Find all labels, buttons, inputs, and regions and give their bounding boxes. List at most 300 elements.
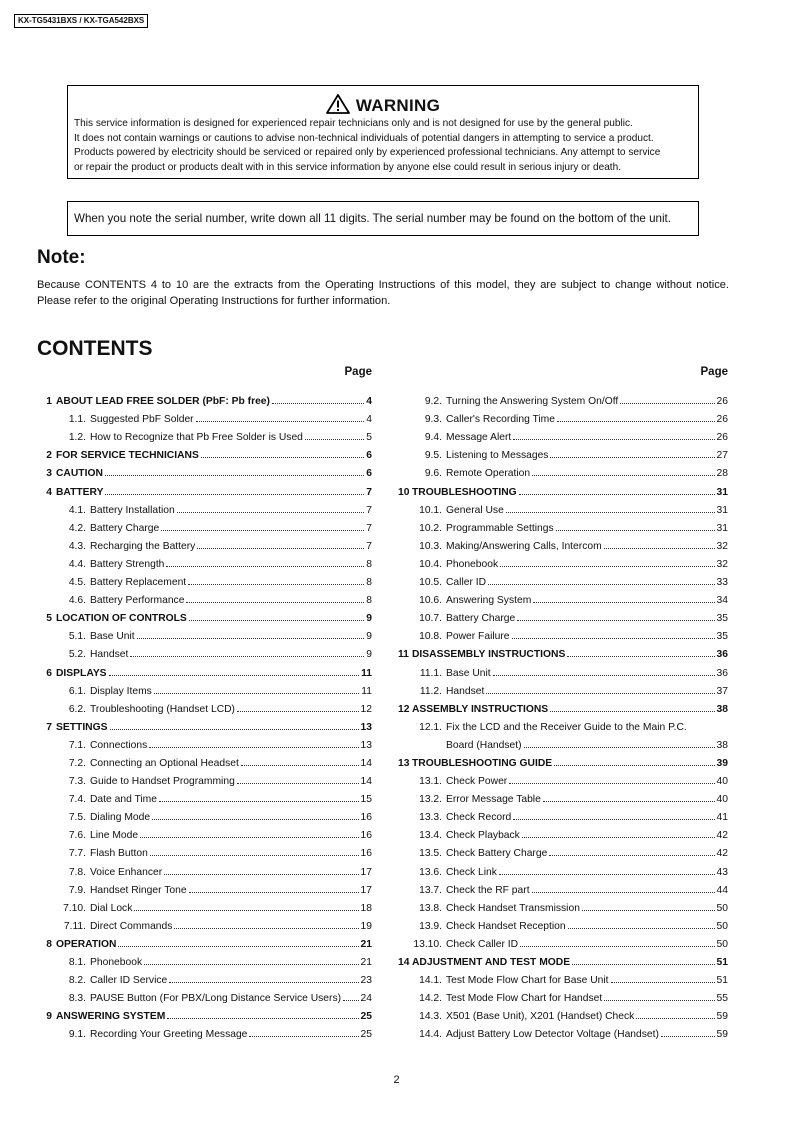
- toc-section-entry[interactable]: [42, 787, 372, 805]
- toc-entry-number: 14.4.: [419, 1029, 442, 1041]
- toc-entry-number: 8.2.: [68, 975, 86, 987]
- toc-dot-leader: [197, 548, 364, 549]
- toc-section-entry[interactable]: [42, 498, 372, 516]
- toc-dot-leader: [150, 855, 359, 856]
- toc-section-entry[interactable]: [42, 679, 372, 697]
- toc-entry-number: 6.2.: [68, 703, 86, 715]
- toc-entry-number: 10.1.: [419, 504, 442, 516]
- toc-section-entry[interactable]: [42, 516, 372, 534]
- toc-section-entry[interactable]: [42, 896, 372, 914]
- page-column-header: Page: [700, 366, 728, 378]
- toc-entry-number: 9.6.: [424, 468, 442, 480]
- toc-section-entry[interactable]: [398, 425, 728, 443]
- toc-entry-number: 7.2.: [68, 757, 86, 769]
- toc-entry-page: 26: [716, 432, 728, 444]
- toc-entry-page: 43: [716, 866, 728, 878]
- toc-dot-leader: [567, 656, 714, 657]
- toc-entry-label: Remote Operation: [446, 468, 531, 480]
- toc-entry-label: Flash Button: [90, 848, 148, 860]
- toc-column-left: [42, 363, 372, 1040]
- toc-entry-label: Check Handset Reception: [446, 920, 566, 932]
- toc-entry-number: 9.4.: [424, 432, 442, 444]
- toc-section-entry[interactable]: [398, 516, 728, 534]
- toc-dot-leader: [188, 584, 364, 585]
- toc-chapter-entry[interactable]: [42, 443, 372, 461]
- toc-dot-leader: [493, 675, 715, 676]
- toc-section-entry[interactable]: [398, 407, 728, 425]
- toc-entry-number: 9: [46, 1011, 52, 1023]
- toc-dot-leader: [513, 819, 714, 820]
- toc-dot-leader: [506, 512, 715, 513]
- toc-entry-label: Message Alert: [446, 432, 512, 444]
- toc-dot-leader: [550, 711, 714, 712]
- toc-section-entry[interactable]: [398, 443, 728, 461]
- toc-section-entry[interactable]: [398, 715, 728, 733]
- toc-entry-label: Dialing Mode: [90, 812, 151, 824]
- toc-dot-leader: [520, 946, 714, 947]
- toc-entry-number: 14.1.: [419, 975, 442, 987]
- toc-entry-label: Phonebook: [90, 957, 143, 968]
- toc-dot-leader: [500, 566, 714, 567]
- toc-dot-leader: [237, 711, 359, 712]
- toc-dot-leader: [568, 928, 715, 929]
- toc-chapter-entry[interactable]: [398, 751, 728, 769]
- toc-entry-label: ABOUT LEAD FREE SOLDER (PbF: Pb free): [56, 396, 270, 408]
- toc-entry-label: DISPLAYS: [56, 667, 107, 679]
- toc-dot-leader: [517, 620, 714, 621]
- toc-entry-number: 12: [398, 703, 410, 715]
- toc-entry-number: 6: [46, 667, 52, 679]
- toc-entry-label: Check the RF part: [446, 884, 530, 896]
- toc-entry-number: 2: [46, 450, 52, 462]
- toc-section-entry[interactable]: [398, 859, 728, 877]
- toc-section-entry[interactable]: [398, 733, 728, 751]
- toc-section-entry[interactable]: [42, 841, 372, 859]
- toc-entry-label: Battery Charge: [90, 522, 160, 534]
- toc-section-entry[interactable]: [398, 1022, 728, 1040]
- toc-section-entry[interactable]: [42, 914, 372, 932]
- toc-section-entry[interactable]: [42, 859, 372, 877]
- toc-entry-label: Handset: [446, 685, 485, 697]
- toc-entry-page: 50: [716, 920, 728, 932]
- toc-entry-label: Caller ID Service: [90, 975, 168, 987]
- toc-entry-label: Battery Installation: [90, 504, 175, 516]
- toc-section-entry[interactable]: [398, 389, 728, 407]
- toc-dot-leader: [661, 1036, 715, 1037]
- toc-dot-leader: [604, 1000, 714, 1001]
- toc-section-entry[interactable]: [398, 986, 728, 1004]
- toc-entry-number: 7.8.: [68, 866, 86, 878]
- toc-section-entry[interactable]: [42, 733, 372, 751]
- toc-dot-leader: [134, 910, 358, 911]
- toc-entry-page: 7: [366, 486, 372, 498]
- toc-entry-page: 55: [716, 993, 728, 1005]
- toc-entry-page: 16: [360, 830, 372, 842]
- toc-entry-label: Voice Enhancer: [90, 866, 163, 878]
- toc-section-entry[interactable]: [42, 407, 372, 425]
- toc-entry-number: 7: [46, 721, 52, 733]
- toc-entry-page: 13: [360, 721, 372, 733]
- toc-entry-label: Test Mode Flow Chart for Handset: [446, 993, 603, 1005]
- toc-dot-leader: [549, 855, 714, 856]
- toc-entry-page: 24: [360, 993, 372, 1005]
- toc-dot-leader: [499, 874, 715, 875]
- toc-entry-label: Making/Answering Calls, Intercom: [446, 540, 602, 552]
- toc-section-entry[interactable]: [42, 968, 372, 986]
- toc-entry-label: Dial Lock: [90, 902, 133, 914]
- toc-entry-label: Battery Charge: [446, 613, 516, 625]
- toc-entry-page: 42: [716, 848, 728, 860]
- toc-section-entry[interactable]: [398, 588, 728, 606]
- toc-entry-number: 10.3.: [419, 540, 442, 552]
- toc-section-entry[interactable]: [398, 878, 728, 896]
- toc-list-right: [398, 389, 728, 1040]
- toc-column-right: [398, 363, 728, 1040]
- toc-section-entry[interactable]: [398, 660, 728, 678]
- toc-chapter-entry[interactable]: [398, 479, 728, 497]
- toc-chapter-entry[interactable]: [42, 715, 372, 733]
- toc-section-entry[interactable]: [398, 823, 728, 841]
- toc-entry-label: Display Items: [90, 685, 152, 697]
- toc-entry-page: 38: [716, 703, 728, 715]
- warning-title-text: WARNING: [355, 96, 441, 115]
- toc-dot-leader: [152, 819, 358, 820]
- toc-entry-label: Check Link: [446, 866, 497, 878]
- toc-dot-leader: [532, 475, 714, 476]
- toc-section-entry[interactable]: [398, 679, 728, 697]
- toc-entry-page: 19: [360, 920, 372, 932]
- toc-entry-number: 9.1.: [68, 1029, 86, 1041]
- toc-entry-number: 6.1.: [68, 685, 86, 697]
- toc-section-entry[interactable]: [42, 552, 372, 570]
- toc-entry-label: Recording Your Greeting Message: [90, 1029, 248, 1041]
- toc-dot-leader: [177, 512, 365, 513]
- toc-dot-leader: [522, 837, 715, 838]
- toc-entry-label: TROUBLESHOOTING: [412, 486, 517, 498]
- toc-entry-page: 14: [360, 757, 372, 769]
- toc-dot-leader: [524, 747, 715, 748]
- toc-dot-leader: [556, 530, 715, 531]
- toc-dot-leader: [604, 548, 715, 549]
- toc-dot-leader: [109, 675, 360, 676]
- toc-dot-leader: [140, 837, 358, 838]
- toc-entry-number: 8.3.: [68, 993, 86, 1005]
- toc-entry-page: 25: [360, 1029, 372, 1041]
- toc-entry-page: 4: [366, 396, 372, 408]
- toc-section-entry[interactable]: [398, 498, 728, 516]
- toc-entry-number: 7.7.: [68, 848, 86, 860]
- warning-line: It does not contain warnings or cautions to advise non-technical individuals of potential dangers in attempting to service a product.: [74, 132, 654, 144]
- toc-entry-label: TROUBLESHOOTING GUIDE: [412, 757, 553, 769]
- toc-entry-number: 11.1.: [419, 667, 442, 679]
- toc-entry-page: 6: [366, 450, 372, 462]
- toc-entry-page: 21: [360, 957, 372, 968]
- toc-dot-leader: [554, 765, 714, 766]
- toc-entry-label: Power Failure: [446, 631, 510, 643]
- toc-section-entry[interactable]: [42, 624, 372, 642]
- toc-section-entry[interactable]: [398, 932, 728, 950]
- toc-entry-label: Connecting an Optional Headset: [90, 757, 239, 769]
- toc-dot-leader: [237, 783, 359, 784]
- toc-section-entry[interactable]: [398, 624, 728, 642]
- toc-entry-number: 7.6.: [68, 830, 86, 842]
- toc-section-entry[interactable]: [42, 534, 372, 552]
- serial-number-note: When you note the serial number, write down all 11 digits. The serial number may be found on the bottom of the unit.: [67, 201, 699, 236]
- toc-entry-label: How to Recognize that Pb Free Solder is Used: [90, 432, 303, 444]
- toc-entry-number: 13.8.: [419, 902, 442, 914]
- toc-section-entry[interactable]: [398, 534, 728, 552]
- toc-entry-page: 26: [716, 396, 728, 408]
- toc-section-entry[interactable]: [398, 461, 728, 479]
- toc-entry-label: OPERATION: [56, 938, 117, 950]
- toc-section-entry[interactable]: [398, 769, 728, 787]
- toc-entry-label: Check Power: [446, 776, 508, 788]
- toc-entry-label: BATTERY: [56, 486, 104, 498]
- toc-dot-leader: [105, 475, 364, 476]
- toc-dot-leader: [543, 801, 715, 802]
- toc-chapter-entry[interactable]: [42, 932, 372, 950]
- toc-entry-label: Battery Strength: [90, 558, 165, 570]
- toc-entry-page: 7: [366, 522, 372, 534]
- toc-entry-label: Fix the LCD and the Receiver Guide to the Main P.C.: [446, 721, 687, 733]
- toc-dot-leader: [159, 801, 359, 802]
- toc-section-entry[interactable]: [398, 805, 728, 823]
- toc-entry-label: Error Message Table: [446, 794, 541, 806]
- toc-entry-label: Programmable Settings: [446, 522, 554, 534]
- toc-entry-label: Answering System: [446, 595, 532, 607]
- toc-entry-label: Troubleshooting (Handset LCD): [90, 703, 235, 715]
- toc-entry-page: 8: [366, 595, 372, 607]
- toc-entry-label: DISASSEMBLY INSTRUCTIONS: [412, 649, 566, 661]
- toc-entry-number: 10: [398, 486, 410, 498]
- toc-section-entry[interactable]: [42, 986, 372, 1004]
- toc-dot-leader: [550, 457, 714, 458]
- toc-dot-leader: [201, 457, 364, 458]
- toc-dot-leader: [130, 656, 364, 657]
- toc-entry-number: 1.1.: [68, 414, 86, 426]
- toc-entry-number: 7.10.: [63, 902, 86, 914]
- toc-dot-leader: [241, 765, 359, 766]
- toc-entry-page: 36: [716, 667, 728, 679]
- toc-dot-leader: [512, 638, 715, 639]
- toc-entry-label: CAUTION: [56, 468, 103, 480]
- toc-entry-label: Guide to Handset Programming: [90, 776, 235, 788]
- toc-entry-page: 31: [716, 504, 728, 516]
- toc-dot-leader: [166, 566, 364, 567]
- toc-entry-number: 13.4.: [419, 830, 442, 842]
- toc-entry-page: 27: [716, 450, 728, 462]
- toc-chapter-entry[interactable]: [42, 606, 372, 624]
- toc-entry-number: 13.10.: [413, 938, 442, 950]
- toc-section-entry[interactable]: [398, 1004, 728, 1022]
- toc-entry-number: 14.2.: [419, 993, 442, 1005]
- toc-entry-number: 5.2.: [68, 649, 86, 661]
- warning-line: or repair the product or products dealt with in this service information by anyone else could result in serious injury or death.: [74, 161, 622, 173]
- toc-entry-page: 16: [360, 848, 372, 860]
- toc-section-entry[interactable]: [398, 896, 728, 914]
- toc-chapter-entry[interactable]: [42, 389, 372, 407]
- toc-chapter-entry[interactable]: [398, 950, 728, 968]
- toc-section-entry[interactable]: [398, 914, 728, 932]
- toc-entry-number: 7.3.: [68, 776, 86, 788]
- toc-dot-leader: [189, 892, 359, 893]
- toc-entry-number: 9.5.: [424, 450, 442, 462]
- toc-dot-leader: [249, 1036, 358, 1037]
- toc-entry-number: 1.2.: [68, 432, 86, 444]
- warning-box: [67, 85, 699, 179]
- toc-entry-page: 16: [360, 812, 372, 824]
- toc-entry-label: ADJUSTMENT AND TEST MODE: [412, 957, 571, 968]
- toc-dot-leader: [272, 403, 364, 404]
- toc-entry-number: 14.3.: [419, 1011, 442, 1023]
- toc-entry-number: 4.6.: [68, 595, 86, 607]
- toc-entry-label: Base Unit: [446, 667, 491, 679]
- toc-chapter-entry[interactable]: [42, 660, 372, 678]
- toc-entry-number: 10.2.: [419, 522, 442, 534]
- toc-entry-page: 42: [716, 830, 728, 842]
- toc-entry-label: Handset: [90, 649, 129, 661]
- toc-dot-leader: [486, 693, 714, 694]
- toc-entry-page: 18: [360, 902, 372, 914]
- toc-chapter-entry[interactable]: [398, 642, 728, 660]
- toc-entry-page: 31: [716, 522, 728, 534]
- toc-section-entry[interactable]: [398, 606, 728, 624]
- toc-entry-label: LOCATION OF CONTROLS: [56, 613, 187, 625]
- toc-section-entry[interactable]: [42, 805, 372, 823]
- toc-section-entry[interactable]: [398, 552, 728, 570]
- toc-entry-page: 9: [366, 649, 372, 661]
- toc-entry-label: FOR SERVICE TECHNICIANS: [56, 450, 199, 462]
- toc-section-entry[interactable]: [42, 588, 372, 606]
- toc-entry-number: 11.2.: [419, 685, 442, 697]
- toc-entry-label: Adjust Battery Low Detector Voltage (Handset): [446, 1029, 659, 1041]
- toc-entry-label: Check Playback: [446, 830, 520, 842]
- toc-dot-leader: [167, 1018, 358, 1019]
- toc-section-entry[interactable]: [42, 697, 372, 715]
- toc-entry-page: 12: [360, 703, 372, 715]
- toc-entry-number: 10.5.: [419, 577, 442, 589]
- page-number: 2: [393, 1074, 400, 1086]
- toc-entry-number: 7.4.: [68, 794, 86, 806]
- toc-entry-number: 9.3.: [424, 414, 442, 426]
- toc-section-entry[interactable]: [398, 841, 728, 859]
- toc-entry-label: Check Handset Transmission: [446, 902, 580, 914]
- toc-section-entry[interactable]: [398, 787, 728, 805]
- page-column-header: Page: [344, 366, 372, 378]
- toc-entry-number: 8: [46, 938, 52, 950]
- toc-entry-label: General Use: [446, 504, 504, 516]
- toc-entry-label: Battery Performance: [90, 595, 185, 607]
- toc-list-left: [42, 389, 372, 1040]
- toc-entry-page: 59: [716, 1029, 728, 1041]
- toc-dot-leader: [174, 928, 358, 929]
- toc-section-entry[interactable]: [42, 769, 372, 787]
- toc-entry-page: 17: [360, 866, 372, 878]
- toc-entry-label: PAUSE Button (For PBX/Long Distance Service Users): [90, 993, 342, 1005]
- toc-entry-label: Caller's Recording Time: [446, 414, 555, 426]
- toc-entry-page: 34: [716, 595, 728, 607]
- toc-entry-number: 9.2.: [424, 396, 442, 408]
- toc-section-entry[interactable]: [398, 968, 728, 986]
- toc-entry-page: 32: [716, 558, 728, 570]
- toc-entry-number: 4.5.: [68, 577, 86, 589]
- toc-entry-page: 40: [716, 776, 728, 788]
- toc-section-entry[interactable]: [398, 570, 728, 588]
- toc-entry-label: Line Mode: [90, 830, 139, 842]
- toc-entry-label: Recharging the Battery: [90, 540, 196, 552]
- toc-entry-page: 13: [360, 739, 372, 751]
- toc-entry-number: 7.9.: [68, 884, 86, 896]
- toc-entry-number: 7.5.: [68, 812, 86, 824]
- toc-entry-number: 13: [398, 757, 410, 769]
- toc-chapter-entry[interactable]: [42, 479, 372, 497]
- toc-entry-page: 6: [366, 468, 372, 480]
- toc-entry-number: 13.1.: [419, 776, 442, 788]
- toc-entry-page: 25: [360, 1011, 372, 1023]
- toc-entry-page: 9: [366, 613, 372, 625]
- toc-entry-label: Handset Ringer Tone: [90, 884, 187, 896]
- toc-section-entry[interactable]: [42, 751, 372, 769]
- warning-line: This service information is designed for experienced repair technicians only and is not designed for use by the general public.: [74, 118, 633, 129]
- toc-dot-leader: [110, 729, 359, 730]
- toc-section-entry[interactable]: [42, 425, 372, 443]
- toc-entry-page: 35: [716, 613, 728, 625]
- toc-entry-number: 7.1.: [68, 739, 86, 751]
- toc-entry-label: Turning the Answering System On/Off: [446, 396, 619, 408]
- toc-entry-page: 50: [716, 938, 728, 950]
- toc-entry-number: 10.7.: [419, 613, 442, 625]
- toc-entry-label: ANSWERING SYSTEM: [56, 1011, 166, 1023]
- toc-entry-label: Battery Replacement: [90, 577, 187, 589]
- toc-entry-number: 4.4.: [68, 558, 86, 570]
- toc-entry-number: 12.1.: [419, 721, 442, 733]
- toc-entry-number: 11: [398, 649, 409, 661]
- toc-dot-leader: [169, 982, 358, 983]
- toc-entry-page: 11: [361, 667, 372, 679]
- toc-entry-page: 59: [716, 1011, 728, 1023]
- warning-line: Products powered by electricity should be serviced or repaired only by experienced professional technicians. Any attempt to service: [74, 147, 661, 158]
- toc-entry-number: 5: [46, 613, 52, 625]
- toc-section-entry[interactable]: [42, 642, 372, 660]
- toc-entry-page: 8: [366, 577, 372, 589]
- toc-dot-leader: [519, 494, 715, 495]
- toc-dot-leader: [305, 439, 364, 440]
- toc-chapter-entry[interactable]: [398, 697, 728, 715]
- toc-entry-number: 4: [46, 486, 52, 498]
- toc-entry-page: 28: [716, 468, 728, 480]
- toc-entry-page: 26: [716, 414, 728, 426]
- toc-dot-leader: [144, 964, 358, 965]
- toc-section-entry[interactable]: [42, 1022, 372, 1040]
- toc-entry-number: 10.6.: [419, 595, 442, 607]
- toc-chapter-entry[interactable]: [42, 461, 372, 479]
- toc-section-entry[interactable]: [42, 950, 372, 968]
- toc-entry-page: 31: [716, 486, 728, 498]
- toc-section-entry[interactable]: [42, 823, 372, 841]
- toc-entry-page: 44: [716, 884, 728, 896]
- toc-dot-leader: [582, 910, 715, 911]
- toc-dot-leader: [105, 494, 364, 495]
- toc-entry-number: 13.5.: [419, 848, 442, 860]
- toc-section-entry[interactable]: [42, 878, 372, 896]
- toc-chapter-entry[interactable]: [42, 1004, 372, 1022]
- toc-entry-page: 40: [716, 794, 728, 806]
- toc-section-entry[interactable]: [42, 570, 372, 588]
- toc-entry-page: 17: [360, 884, 372, 896]
- toc-entry-label: X501 (Base Unit), X201 (Handset) Check: [446, 1011, 635, 1023]
- toc-entry-label: Base Unit: [90, 631, 135, 643]
- toc-entry-page: 11: [361, 685, 372, 697]
